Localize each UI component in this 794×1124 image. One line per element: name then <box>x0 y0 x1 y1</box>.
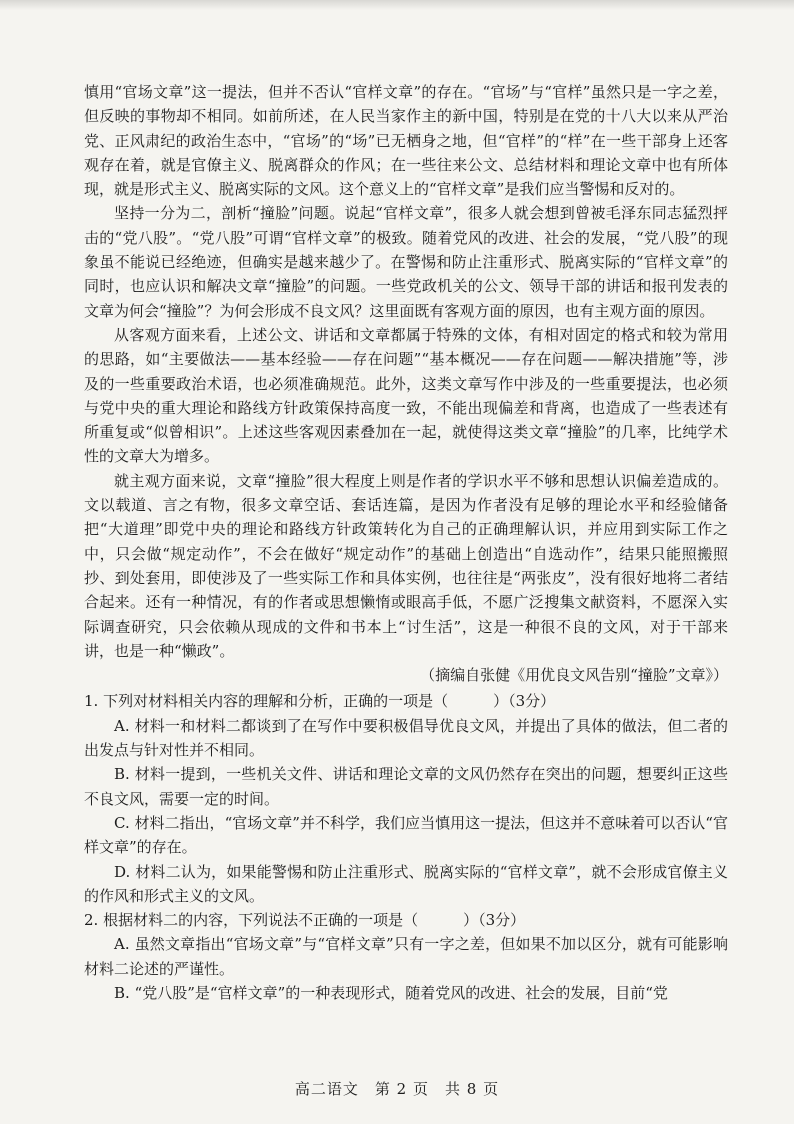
option-a: A. 材料一和材料二都谈到了在写作中要积极倡导优良文风，并提出了具体的做法，但二者的出发点与针对性并不相同。 <box>84 716 728 760</box>
question-stem: 2. 根据材料二的内容，下列说法不正确的一项是（ ）（3分） <box>84 911 526 930</box>
scan-shadow <box>0 0 794 10</box>
option-d: D. 材料二认为，如果能警惕和防止注重形式、脱离实际的“官样文章”，就不会形成官僚主义的作风和形式主义的文风。 <box>84 862 728 905</box>
source-citation: （摘编自张健《用优良文风告别“撞脸”文章》） <box>420 666 728 685</box>
option-c: C. 材料二指出，“官场文章”并不科学，我们应当慎用这一提法，但这并不意味着可以否认“官样文章”的存在。 <box>84 813 728 857</box>
paragraph-4: 就主观方面来说，文章“撞脸”很大程度上则是作者的学识水平不够和思想认识偏差造成的。文以载道、言之有物，很多文章空话、套话连篇，是因为作者没有足够的理论水平和经验储备把“大道理”即党中央的理论和路线方针政策转化为自己的正确理解认识，并应用到实际工作之中，只会做“规定动作”，不会在做好“规定动作”的基础上创造出“自选动作”，结果只能照搬照抄、到处套用，即使涉及了一些实际工作和具体实例，也往往是“两张皮”，没有很好地将二者结合起来。还有一种情况，有的作者或思想懒惰或眼高手低，不愿广泛搜集文献资料，不愿深入实际调查研究，只会依赖从现成的文件和书本上“讨生活”，这是一种很不良的文风，对于干部来讲，也是一种“懒政”。 <box>84 471 728 660</box>
option-b: B. 材料一提到，一些机关文件、讲话和理论文章的文风仍然存在突出的问题，想要纠正这些不良文风，需要一定的时间。 <box>84 765 728 808</box>
paragraph-3: 从客观方面来看，上述公文、讲话和文章都属于特殊的文体，有相对固定的格式和较为常用的思路，如“主要做法——基本经验——存在问题”“基本概况——存在问题——解决措施”等，涉及的一些重要政治术语，也必须准确规范。此外，这类文章写作中涉及的一些重要提法，也必须与党中央的重大理论和路线方针政策保持高度一致，不能出现偏差和背离，也造成了一些表述有所重复或“似曾相识”。上述这些客观因素叠加在一起，就使得这类文章“撞脸”的几率，比纯学术性的文章大为增多。 <box>84 325 728 466</box>
option-b: B. “党八股”是“官样文章”的一种表现形式，随着党风的改进、社会的发展，目前“党 <box>114 983 668 1002</box>
page-footer: 高二语文 第 2 页 共 8 页 <box>294 1080 500 1098</box>
option-a: A. 虽然文章指出“官场文章”与“官样文章”只有一字之差，但如果不加以区分，就有可能影响材料二论述的严谨性。 <box>84 935 728 978</box>
paragraph-2: 坚持一分为二，剖析“撞脸”问题。说起“官样文章”，很多人就会想到曾被毛泽东同志猛烈抨击的“党八股”。“党八股”可谓“官样文章”的极致。随着党风的改进、社会的发展，“党八股”的现象虽不能说已经绝迹，但确实是越来越少了。在警惕和防止注重形式、脱离实际的“官样文章”的同时，也应认识和解决文章“撞脸”的问题。一些党政机关的公文、领导干部的讲话和报刊发表的文章为何会“撞脸”？为何会形成不良文风？这里面既有客观方面的原因，也有主观方面的原因。 <box>84 204 728 320</box>
question-1 <box>84 689 728 908</box>
question-stem: 1. 下列对材料相关内容的理解和分析，正确的一项是（ ）（3分） <box>84 692 556 711</box>
paragraph-1: 慎用“官场文章”这一提法，但并不否认“官样文章”的存在。“官场”与“官样”虽然只是一字之差，但反映的事物却不相同。如前所述，在人民当家作主的新中国，特别是在党的十八大以来从严治党、正风肃纪的政治生态中，“官场”的“场”已无栖身之地，但“官样”的“样”在一些干部身上还客观存在着，就是官僚主义、脱离群众的作风；在一些往来公文、总结材料和理论文章中也有所体现，就是形式主义、脱离实际的文风。这个意义上的“官样文章”是我们应当警惕和反对的。 <box>84 83 728 199</box>
question-2 <box>84 908 728 1005</box>
reading-material <box>84 80 728 1005</box>
